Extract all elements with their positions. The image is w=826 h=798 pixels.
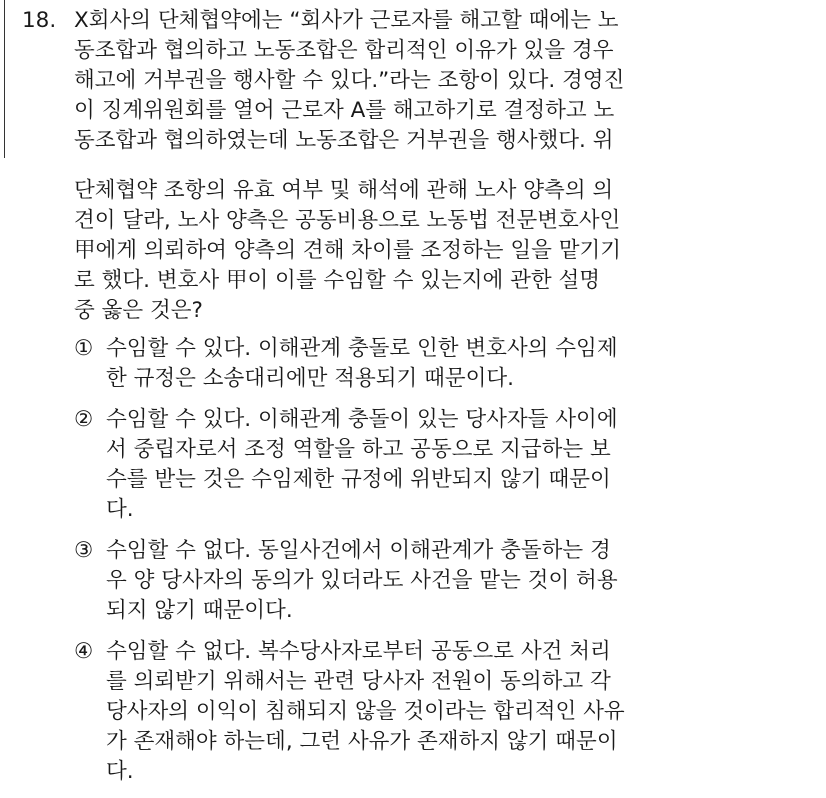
answer-choices — [22, 334, 822, 787]
choice-3[interactable] — [22, 536, 822, 626]
stem-line: 동조합과 협의하였는데 노동조합은 거부권을 행사했다. 위 — [74, 128, 614, 153]
choice-line — [22, 536, 822, 566]
choice-text: 수임할 수 있다. 이해관계 충돌이 있는 당사자들 사이에 — [106, 407, 618, 432]
margin-rule — [4, 0, 5, 158]
question-stem-continuation — [22, 176, 822, 326]
stem-line-text: X회사의 단체협약에는 “회사가 근로자를 해고할 때에는 노 — [74, 8, 619, 33]
choice-line: 를 의뢰받기 위해서는 관련 당사자 전원이 동의하고 각 — [106, 669, 611, 694]
stem-line: 단체협약 조항의 유효 여부 및 해석에 관해 노사 양측의 의 — [74, 178, 614, 203]
stem-line: 해고에 거부권을 행사할 수 있다.”라는 조항이 있다. 경영진 — [74, 68, 625, 93]
choice-line: 가 존재해야 하는데, 그런 사유가 존재하지 않기 때문이 — [106, 729, 618, 754]
choice-2[interactable] — [22, 405, 822, 525]
choice-marker: ② — [74, 407, 94, 432]
choice-line — [22, 334, 822, 364]
choice-text: 수임할 수 있다. 이해관계 충돌로 인한 변호사의 수임제 — [106, 336, 618, 361]
question-number: 18. — [22, 8, 57, 33]
choice-line: 우 양 당사자의 동의가 있더라도 사건을 맡는 것이 허용 — [106, 568, 618, 593]
choice-line: 다. — [106, 497, 134, 522]
choice-line: 수를 받는 것은 수임제한 규정에 위반되지 않기 때문이 — [106, 467, 611, 492]
stem-line: 甲에게 의뢰하여 양측의 견해 차이를 조정하는 일을 맡기기 — [74, 238, 622, 263]
choice-1[interactable] — [22, 334, 822, 394]
stem-line: 이 징계위원회를 열어 근로자 A를 해고하기로 결정하고 노 — [74, 98, 615, 123]
choice-marker: ① — [74, 336, 94, 361]
choice-line — [22, 405, 822, 435]
question-stem — [22, 6, 822, 156]
choice-line: 당사자의 이익이 침해되지 않을 것이라는 합리적인 사유 — [106, 699, 625, 724]
choice-line: 서 중립자로서 조정 역할을 하고 공동으로 지급하는 보 — [106, 437, 611, 462]
question-18 — [22, 6, 822, 798]
stem-line: 견이 달라, 노사 양측은 공동비용으로 노동법 전문변호사인 — [74, 208, 621, 233]
choice-line: 다. — [106, 759, 134, 784]
stem-line: 중 옳은 것은? — [74, 298, 203, 323]
choice-text: 수임할 수 없다. 동일사건에서 이해관계가 충돌하는 경 — [106, 538, 611, 563]
choice-text: 수임할 수 없다. 복수당사자로부터 공동으로 사건 처리 — [106, 639, 611, 664]
stem-line: 로 했다. 변호사 甲이 이를 수임할 수 있는지에 관한 설명 — [74, 268, 600, 293]
choice-4[interactable] — [22, 637, 822, 787]
choice-line: 되지 않기 때문이다. — [106, 598, 293, 623]
choice-marker: ④ — [74, 639, 94, 664]
stem-line — [22, 6, 822, 36]
choice-line — [22, 637, 822, 667]
stem-line: 동조합과 협의하고 노동조합은 합리적인 이유가 있을 경우 — [74, 38, 614, 63]
choice-line: 한 규정은 소송대리에만 적용되기 때문이다. — [106, 366, 515, 391]
choice-marker: ③ — [74, 538, 94, 563]
